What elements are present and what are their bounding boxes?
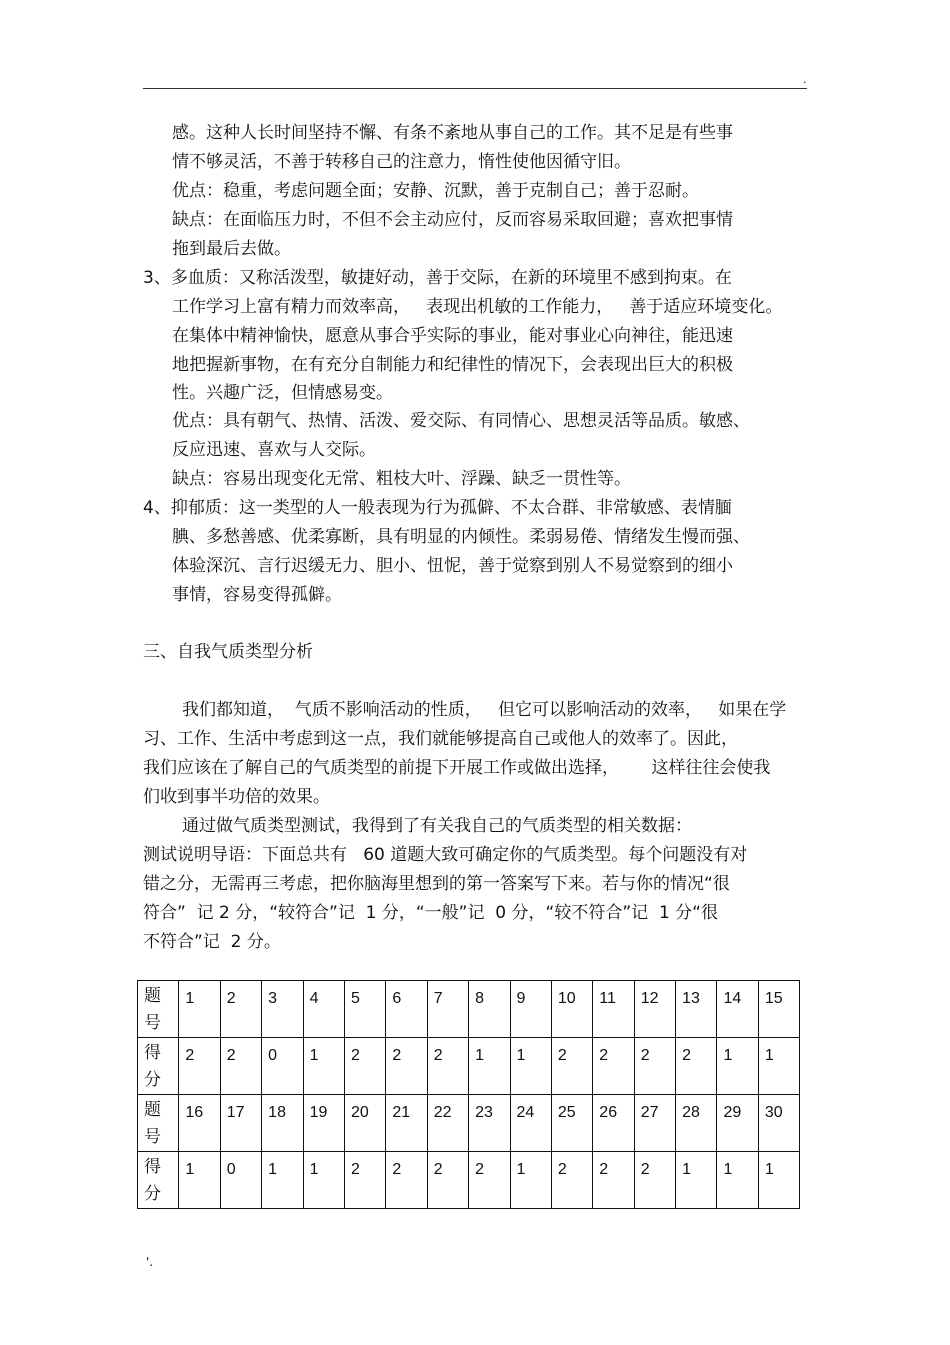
- table-cell: 2: [344, 1038, 385, 1095]
- table-cell: 1: [676, 1152, 717, 1209]
- text-line: 优点：具有朝气、热情、活泼、爱交际、有同情心、思想灵活等品质。敏感、: [172, 411, 750, 431]
- score-row: [138, 1152, 800, 1209]
- table-cell: 10: [551, 981, 592, 1038]
- text-line: 性。兴趣广泛，但情感易变。: [172, 383, 393, 403]
- score-row: [138, 1038, 800, 1095]
- table-cell: 15: [758, 981, 799, 1038]
- text-line: 们收到事半功倍的效果。: [143, 787, 330, 807]
- table-cell: 2: [634, 1038, 675, 1095]
- table-cell: 3: [262, 981, 303, 1038]
- table-cell: 1: [758, 1038, 799, 1095]
- footer-mark: '.: [146, 1255, 154, 1269]
- table-cell: 9: [510, 981, 551, 1038]
- table-cell: 2: [469, 1152, 510, 1209]
- table-cell: 21: [386, 1095, 427, 1152]
- header-mark: .: [803, 73, 807, 86]
- table-cell: 1: [179, 981, 220, 1038]
- table-cell: 0: [220, 1152, 261, 1209]
- table-cell: 2: [344, 1152, 385, 1209]
- text-line: 在集体中精神愉快，愿意从事合乎实际的事业，能对事业心向神往，能迅速: [172, 326, 733, 346]
- text-line: 情不够灵活，不善于转移自己的注意力，惰性使他因循守旧。: [172, 152, 631, 172]
- table-cell: 2: [551, 1038, 592, 1095]
- text-line: 地把握新事物，在有充分自制能力和纪律性的情况下，会表现出巨大的积极: [172, 355, 733, 375]
- table-cell: 28: [676, 1095, 717, 1152]
- table-cell: 1: [717, 1038, 758, 1095]
- table-cell: 5: [344, 981, 385, 1038]
- table-cell: 4: [303, 981, 344, 1038]
- table-cell: 2: [593, 1038, 634, 1095]
- table-cell: 2: [220, 1038, 261, 1095]
- table-cell: 2: [634, 1152, 675, 1209]
- table-cell: 29: [717, 1095, 758, 1152]
- table-cell: 2: [676, 1038, 717, 1095]
- item-heading: 4、抑郁质：这一类型的人一般表现为行为孤僻、不太合群、非常敏感、表情腼: [143, 498, 732, 518]
- table-cell: 1: [717, 1152, 758, 1209]
- table-cell: 20: [344, 1095, 385, 1152]
- text-line: 感。这种人长时间坚持不懈、有条不紊地从事自己的工作。其不足是有些事: [172, 123, 733, 143]
- table-cell: 2: [593, 1152, 634, 1209]
- text-line: 缺点：容易出现变化无常、粗枝大叶、浮躁、缺乏一贯性等。: [172, 469, 631, 489]
- row-label-question-number: 题 号: [138, 981, 179, 1038]
- header-rule: [143, 88, 807, 89]
- table-cell: 14: [717, 981, 758, 1038]
- text-line: 我们都知道， 气质不影响活动的性质， 但它可以影响活动的效率， 如果在学: [182, 700, 787, 720]
- table-cell: 2: [386, 1152, 427, 1209]
- question-number-row: [138, 981, 800, 1038]
- table-cell: 23: [469, 1095, 510, 1152]
- table-cell: 16: [179, 1095, 220, 1152]
- table-cell: 1: [510, 1038, 551, 1095]
- table-cell: 1: [179, 1152, 220, 1209]
- table-cell: 2: [386, 1038, 427, 1095]
- text-line: 通过做气质类型测试，我得到了有关我自己的气质类型的相关数据：: [182, 816, 692, 836]
- table-cell: 1: [469, 1038, 510, 1095]
- text-line: 反应迅速、喜欢与人交际。: [172, 440, 376, 460]
- table-cell: 2: [427, 1038, 468, 1095]
- table-cell: 2: [179, 1038, 220, 1095]
- score-table: [137, 980, 800, 1209]
- text-line: 工作学习上富有精力而效率高， 表现出机敏的工作能力， 善于适应环境变化。: [172, 297, 783, 317]
- row-label-score: 得 分: [138, 1038, 179, 1095]
- table-cell: 2: [551, 1152, 592, 1209]
- table-cell: 24: [510, 1095, 551, 1152]
- text-line: 缺点：在面临压力时，不但不会主动应付，反而容易采取回避；喜欢把事情: [172, 210, 733, 230]
- row-label-question-number: 题 号: [138, 1095, 179, 1152]
- table-cell: 25: [551, 1095, 592, 1152]
- table-cell: 30: [758, 1095, 799, 1152]
- table-cell: 22: [427, 1095, 468, 1152]
- text-line: 优点：稳重，考虑问题全面；安静、沉默，善于克制自己；善于忍耐。: [172, 181, 699, 201]
- table-cell: 1: [303, 1152, 344, 1209]
- text-line: 测试说明导语：下面总共有 60 道题大致可确定你的气质类型。每个问题没有对: [143, 845, 748, 865]
- table-cell: 1: [262, 1152, 303, 1209]
- table-cell: 18: [262, 1095, 303, 1152]
- text-line: 习、工作、生活中考虑到这一点，我们就能够提高自己或他人的效率了。因此，: [143, 729, 738, 749]
- text-line: 我们应该在了解自己的气质类型的前提下开展工作或做出选择， 这样往往会使我: [143, 758, 771, 778]
- table-cell: 2: [427, 1152, 468, 1209]
- item-heading: 3、多血质：又称活泼型，敏捷好动，善于交际，在新的环境里不感到拘束。在: [143, 268, 732, 288]
- table-cell: 27: [634, 1095, 675, 1152]
- section-heading: 三、自我气质类型分析: [143, 642, 313, 662]
- table-cell: 7: [427, 981, 468, 1038]
- table-cell: 17: [220, 1095, 261, 1152]
- table-cell: 11: [593, 981, 634, 1038]
- text-line: 体验深沉、言行迟缓无力、胆小、忸怩，善于觉察到别人不易觉察到的细小: [172, 556, 733, 576]
- text-line: 符合” 记 2 分，“较符合”记 1 分，“一般”记 0 分，“较不符合”记 1 分“很: [143, 903, 718, 923]
- table-cell: 1: [510, 1152, 551, 1209]
- text-line: 拖到最后去做。: [172, 239, 291, 259]
- table-cell: 1: [758, 1152, 799, 1209]
- table-cell: 6: [386, 981, 427, 1038]
- table-cell: 19: [303, 1095, 344, 1152]
- table-cell: 13: [676, 981, 717, 1038]
- table-cell: 0: [262, 1038, 303, 1095]
- table-cell: 12: [634, 981, 675, 1038]
- text-line: 事情，容易变得孤僻。: [172, 585, 342, 605]
- text-line: 错之分，无需再三考虑，把你脑海里想到的第一答案写下来。若与你的情况“很: [143, 874, 730, 894]
- table-cell: 2: [220, 981, 261, 1038]
- table-cell: 26: [593, 1095, 634, 1152]
- text-line: 不符合”记 2 分。: [143, 932, 281, 952]
- table-cell: 8: [469, 981, 510, 1038]
- text-line: 腆、多愁善感、优柔寡断，具有明显的内倾性。柔弱易倦、情绪发生慢而强、: [172, 527, 750, 547]
- row-label-score: 得 分: [138, 1152, 179, 1209]
- question-number-row: [138, 1095, 800, 1152]
- table-cell: 1: [303, 1038, 344, 1095]
